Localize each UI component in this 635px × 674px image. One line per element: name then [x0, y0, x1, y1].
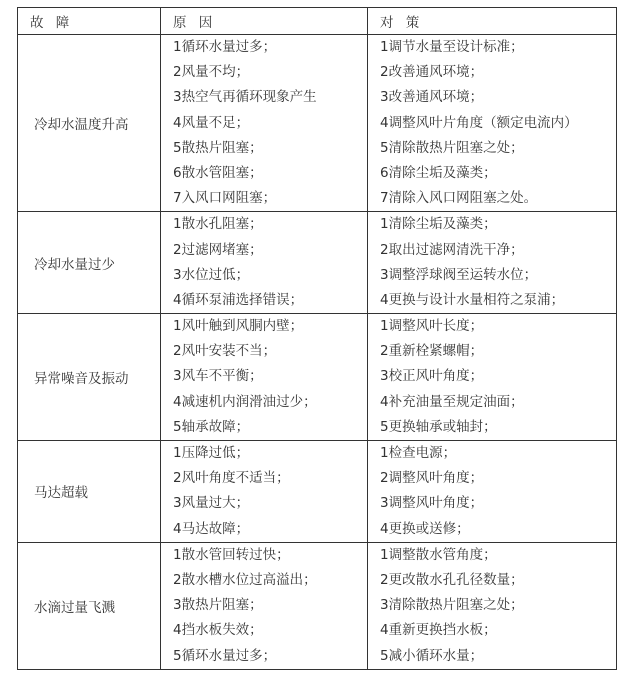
solution-cell [368, 35, 617, 212]
solution-line: 2重新栓紧螺帽； [380, 343, 484, 360]
cause-line: 2风叶角度不适当； [173, 470, 290, 487]
fault-cell: 冷却水温度升高 [18, 35, 161, 212]
cause-line: 5散热片阻塞； [173, 139, 263, 156]
header-cause: 原 因 [161, 8, 368, 35]
solution-line: 2调整风叶角度； [380, 470, 484, 487]
cause-line: 1压降过低； [173, 445, 250, 461]
cause-cell [161, 212, 368, 314]
solution-line: 1调整散水管角度； [380, 546, 497, 563]
cause-cell [161, 542, 368, 669]
solution-line: 4重新更换挡水板； [380, 622, 497, 639]
cause-line: 2过滤网堵塞； [173, 241, 263, 258]
table-row [18, 542, 617, 669]
solution-line: 4补充油量至规定油面； [380, 393, 524, 410]
header-row [18, 8, 617, 35]
cause-line: 2风量不均； [173, 64, 250, 81]
solution-line: 3清除散热片阻塞之处； [380, 597, 524, 614]
solution-line: 4调整风叶片角度（额定电流内） [380, 114, 578, 131]
solution-line: 5减小循环水量； [380, 647, 484, 664]
solution-cell [368, 314, 617, 441]
cause-line: 3热空气再循环现象产生 [173, 89, 317, 106]
cause-line: 5循环水量过多； [173, 647, 277, 664]
table-row [18, 35, 617, 212]
cause-line: 2风叶安装不当； [173, 343, 277, 360]
cause-line: 4马达故障； [173, 520, 250, 537]
cause-line: 1循环水量过多； [173, 39, 277, 55]
cause-line: 4挡水板失效； [173, 622, 263, 639]
solution-line: 5清除散热片阻塞之处； [380, 139, 524, 156]
cause-cell [161, 441, 368, 543]
table-row [18, 212, 617, 314]
cause-line: 1散水孔阻塞； [173, 216, 263, 233]
solution-line: 2取出过滤网清洗干净； [380, 241, 524, 258]
solution-line: 2更改散水孔孔径数量； [380, 571, 524, 588]
fault-cell: 异常噪音及振动 [18, 314, 161, 441]
table-row [18, 441, 617, 543]
solution-line: 1清除尘垢及藻类； [380, 216, 497, 233]
cause-line: 3风车不平衡； [173, 368, 263, 385]
cause-line: 7入风口网阻塞； [173, 190, 277, 207]
cause-line: 3散热片阻塞； [173, 597, 263, 614]
solution-line: 1调节水量至设计标准； [380, 39, 524, 55]
solution-line: 3校正风叶角度； [380, 368, 484, 385]
solution-line: 5更换轴承或轴封； [380, 418, 497, 435]
cause-line: 5轴承故障； [173, 418, 250, 435]
cause-line: 3风量过大； [173, 495, 250, 512]
fault-cell: 水滴过量飞溅 [18, 542, 161, 669]
solution-line: 3改善通风环境； [380, 89, 484, 106]
fault-cell: 马达超载 [18, 441, 161, 543]
solution-line: 6清除尘垢及藻类； [380, 164, 497, 181]
solution-line: 2改善通风环境； [380, 64, 484, 81]
cause-line: 4循环泵浦选择错误； [173, 291, 304, 308]
cause-line: 6散水管阻塞； [173, 164, 263, 181]
solution-line: 4更换与设计水量相符之泵浦； [380, 291, 565, 308]
solution-line: 1调整风叶长度； [380, 318, 484, 335]
cause-cell [161, 314, 368, 441]
fault-table [17, 7, 617, 670]
cause-line: 3水位过低； [173, 266, 250, 283]
cause-line: 4减速机内润滑油过少； [173, 393, 317, 410]
header-solution: 对 策 [368, 8, 617, 35]
solution-line: 3调整浮球阀至运转水位； [380, 266, 538, 283]
solution-cell [368, 441, 617, 543]
cause-line: 2散水槽水位过高溢出； [173, 571, 317, 588]
cause-cell [161, 35, 368, 212]
cause-line: 1风叶触到风胴内壁； [173, 318, 304, 335]
solution-cell [368, 542, 617, 669]
solution-line: 3调整风叶角度； [380, 495, 484, 512]
solution-line: 4更换或送修； [380, 520, 470, 537]
solution-line: 1检查电源； [380, 445, 457, 461]
solution-line: 7清除入风口网阻塞之处。 [380, 190, 538, 207]
fault-cell: 冷却水量过少 [18, 212, 161, 314]
header-fault: 故 障 [18, 8, 161, 35]
table-body [18, 35, 617, 670]
cause-line: 1散水管回转过快； [173, 546, 290, 563]
solution-cell [368, 212, 617, 314]
cause-line: 4风量不足； [173, 114, 250, 131]
table-row [18, 314, 617, 441]
